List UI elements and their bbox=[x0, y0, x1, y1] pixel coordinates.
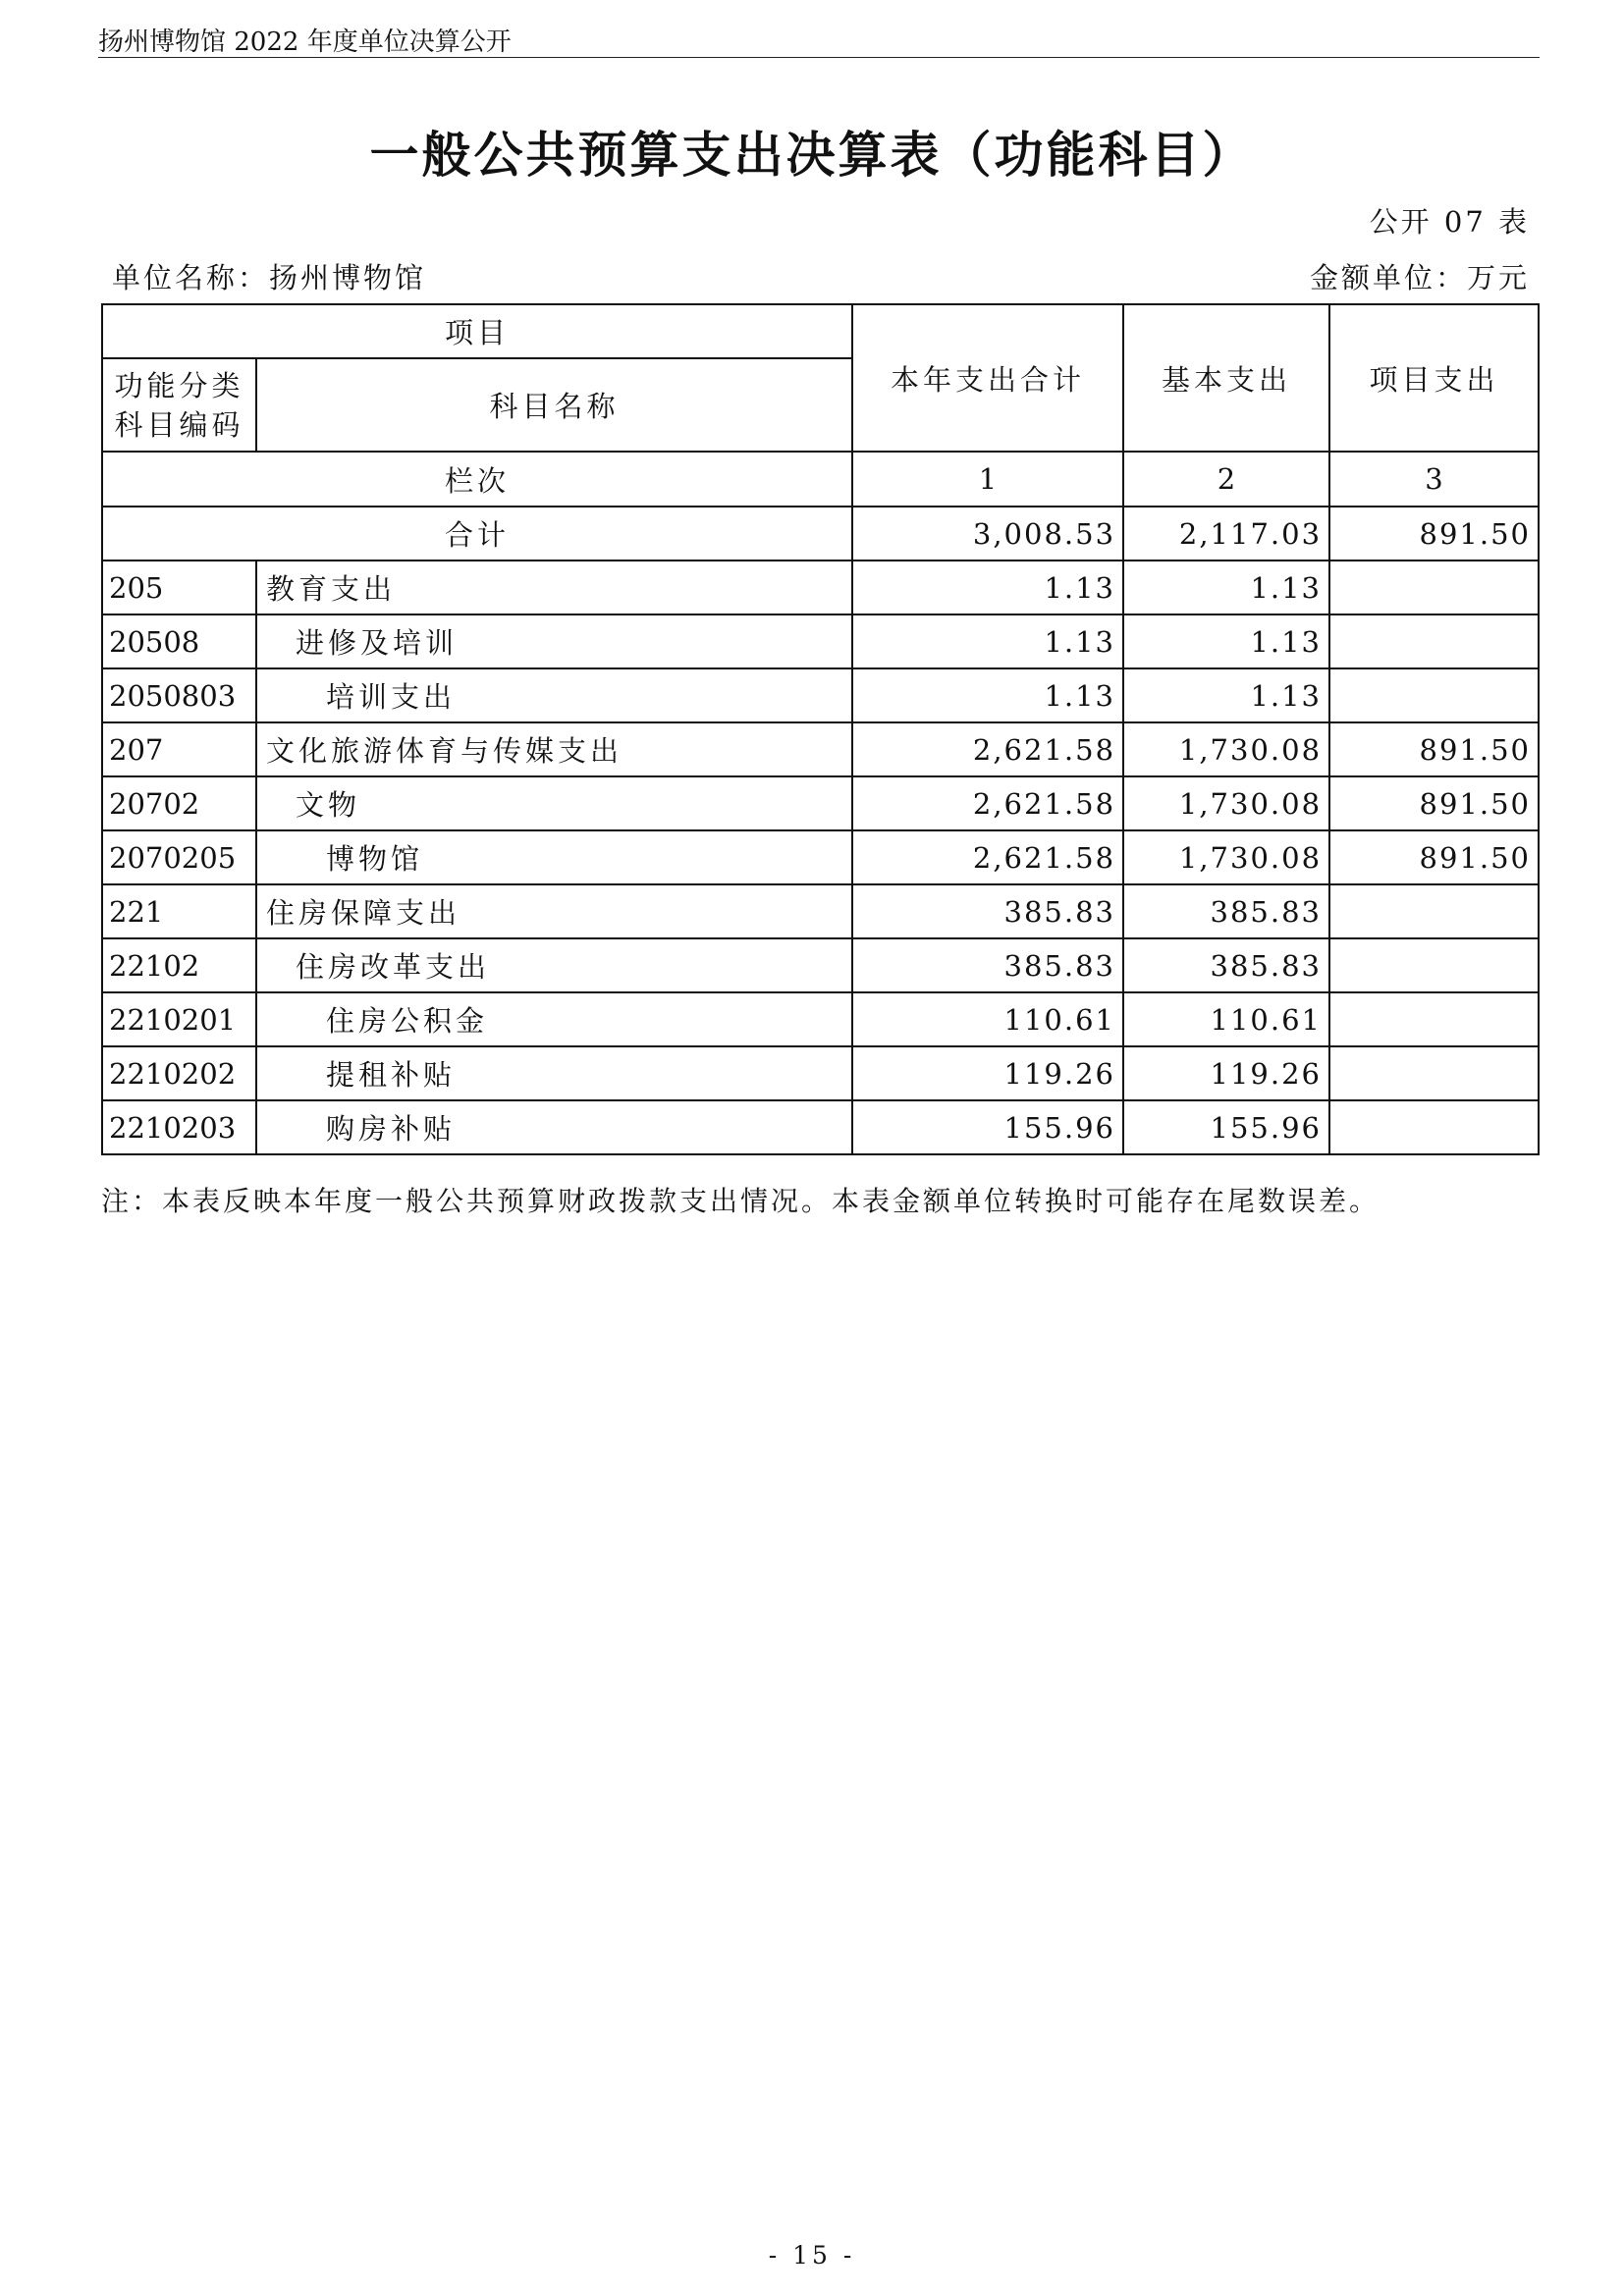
row-total: 2,621.58 bbox=[852, 776, 1123, 830]
row-basic: 1,730.08 bbox=[1123, 830, 1329, 884]
row-project bbox=[1329, 668, 1539, 722]
header-name: 科目名称 bbox=[256, 358, 852, 452]
row-basic: 1.13 bbox=[1123, 561, 1329, 614]
budget-table bbox=[101, 303, 1540, 1155]
row-name: 住房公积金 bbox=[256, 992, 852, 1046]
row-total: 1.13 bbox=[852, 668, 1123, 722]
row-project: 891.50 bbox=[1329, 722, 1539, 776]
row-total: 110.61 bbox=[852, 992, 1123, 1046]
row-name: 文物 bbox=[256, 776, 852, 830]
row-code: 2050803 bbox=[102, 668, 256, 722]
row-code: 2210203 bbox=[102, 1100, 256, 1154]
row-total: 1.13 bbox=[852, 614, 1123, 668]
row-basic: 110.61 bbox=[1123, 992, 1329, 1046]
column-order-row bbox=[102, 452, 1539, 507]
table-row bbox=[102, 884, 1539, 938]
row-code: 207 bbox=[102, 722, 256, 776]
row-project bbox=[1329, 561, 1539, 614]
header-project: 项目 bbox=[102, 304, 852, 358]
row-total: 155.96 bbox=[852, 1100, 1123, 1154]
row-total: 385.83 bbox=[852, 884, 1123, 938]
row-basic: 1.13 bbox=[1123, 668, 1329, 722]
row-total: 2,621.58 bbox=[852, 830, 1123, 884]
row-basic: 1,730.08 bbox=[1123, 722, 1329, 776]
total-basic: 2,117.03 bbox=[1123, 507, 1329, 561]
row-basic: 1,730.08 bbox=[1123, 776, 1329, 830]
row-project bbox=[1329, 938, 1539, 992]
header-row-project bbox=[102, 304, 1539, 358]
column-order-3: 3 bbox=[1329, 452, 1539, 507]
row-name: 住房改革支出 bbox=[256, 938, 852, 992]
row-project bbox=[1329, 1046, 1539, 1100]
row-code: 20508 bbox=[102, 614, 256, 668]
row-basic: 119.26 bbox=[1123, 1046, 1329, 1100]
row-name: 购房补贴 bbox=[256, 1100, 852, 1154]
table-note: 注：本表反映本年度一般公共预算财政拨款支出情况。本表金额单位转换时可能存在尾数误差。 bbox=[101, 1185, 1380, 1217]
column-order-label: 栏次 bbox=[102, 452, 852, 507]
table-row bbox=[102, 830, 1539, 884]
total-amount: 3,008.53 bbox=[852, 507, 1123, 561]
row-project: 891.50 bbox=[1329, 776, 1539, 830]
row-name: 文化旅游体育与传媒支出 bbox=[256, 722, 852, 776]
row-basic: 385.83 bbox=[1123, 884, 1329, 938]
header-rule bbox=[98, 57, 1540, 58]
table-code: 公开 07 表 bbox=[1369, 205, 1530, 239]
header-total: 本年支出合计 bbox=[852, 304, 1123, 452]
row-total: 119.26 bbox=[852, 1046, 1123, 1100]
row-name: 提租补贴 bbox=[256, 1046, 852, 1100]
running-header: 扬州博物馆 2022 年度单位决算公开 bbox=[98, 27, 512, 57]
table-row bbox=[102, 722, 1539, 776]
table-row bbox=[102, 776, 1539, 830]
row-basic: 155.96 bbox=[1123, 1100, 1329, 1154]
table-row bbox=[102, 1046, 1539, 1100]
header-basic: 基本支出 bbox=[1123, 304, 1329, 452]
row-name: 博物馆 bbox=[256, 830, 852, 884]
row-total: 2,621.58 bbox=[852, 722, 1123, 776]
page-number: - 15 - bbox=[768, 2241, 856, 2269]
table-row bbox=[102, 992, 1539, 1046]
table-row bbox=[102, 561, 1539, 614]
row-name: 住房保障支出 bbox=[256, 884, 852, 938]
row-code: 20702 bbox=[102, 776, 256, 830]
row-code: 2070205 bbox=[102, 830, 256, 884]
row-code: 205 bbox=[102, 561, 256, 614]
row-code: 221 bbox=[102, 884, 256, 938]
table-row bbox=[102, 668, 1539, 722]
header-code: 功能分类科目编码 bbox=[102, 358, 256, 452]
row-basic: 1.13 bbox=[1123, 614, 1329, 668]
header-project-expense: 项目支出 bbox=[1329, 304, 1539, 452]
total-row bbox=[102, 507, 1539, 561]
row-project bbox=[1329, 1100, 1539, 1154]
unit-name: 单位名称：扬州博物馆 bbox=[112, 261, 427, 294]
row-project bbox=[1329, 992, 1539, 1046]
page-title: 一般公共预算支出决算表（功能科目） bbox=[369, 127, 1255, 184]
column-order-2: 2 bbox=[1123, 452, 1329, 507]
table-row bbox=[102, 614, 1539, 668]
table-row bbox=[102, 938, 1539, 992]
table-row bbox=[102, 1100, 1539, 1154]
row-name: 教育支出 bbox=[256, 561, 852, 614]
row-code: 2210201 bbox=[102, 992, 256, 1046]
row-basic: 385.83 bbox=[1123, 938, 1329, 992]
total-label: 合计 bbox=[102, 507, 852, 561]
row-code: 2210202 bbox=[102, 1046, 256, 1100]
row-project: 891.50 bbox=[1329, 830, 1539, 884]
row-name: 培训支出 bbox=[256, 668, 852, 722]
total-project: 891.50 bbox=[1329, 507, 1539, 561]
column-order-1: 1 bbox=[852, 452, 1123, 507]
row-name: 进修及培训 bbox=[256, 614, 852, 668]
row-project bbox=[1329, 884, 1539, 938]
amount-unit: 金额单位：万元 bbox=[1309, 261, 1530, 294]
row-code: 22102 bbox=[102, 938, 256, 992]
row-project bbox=[1329, 614, 1539, 668]
row-total: 385.83 bbox=[852, 938, 1123, 992]
row-total: 1.13 bbox=[852, 561, 1123, 614]
